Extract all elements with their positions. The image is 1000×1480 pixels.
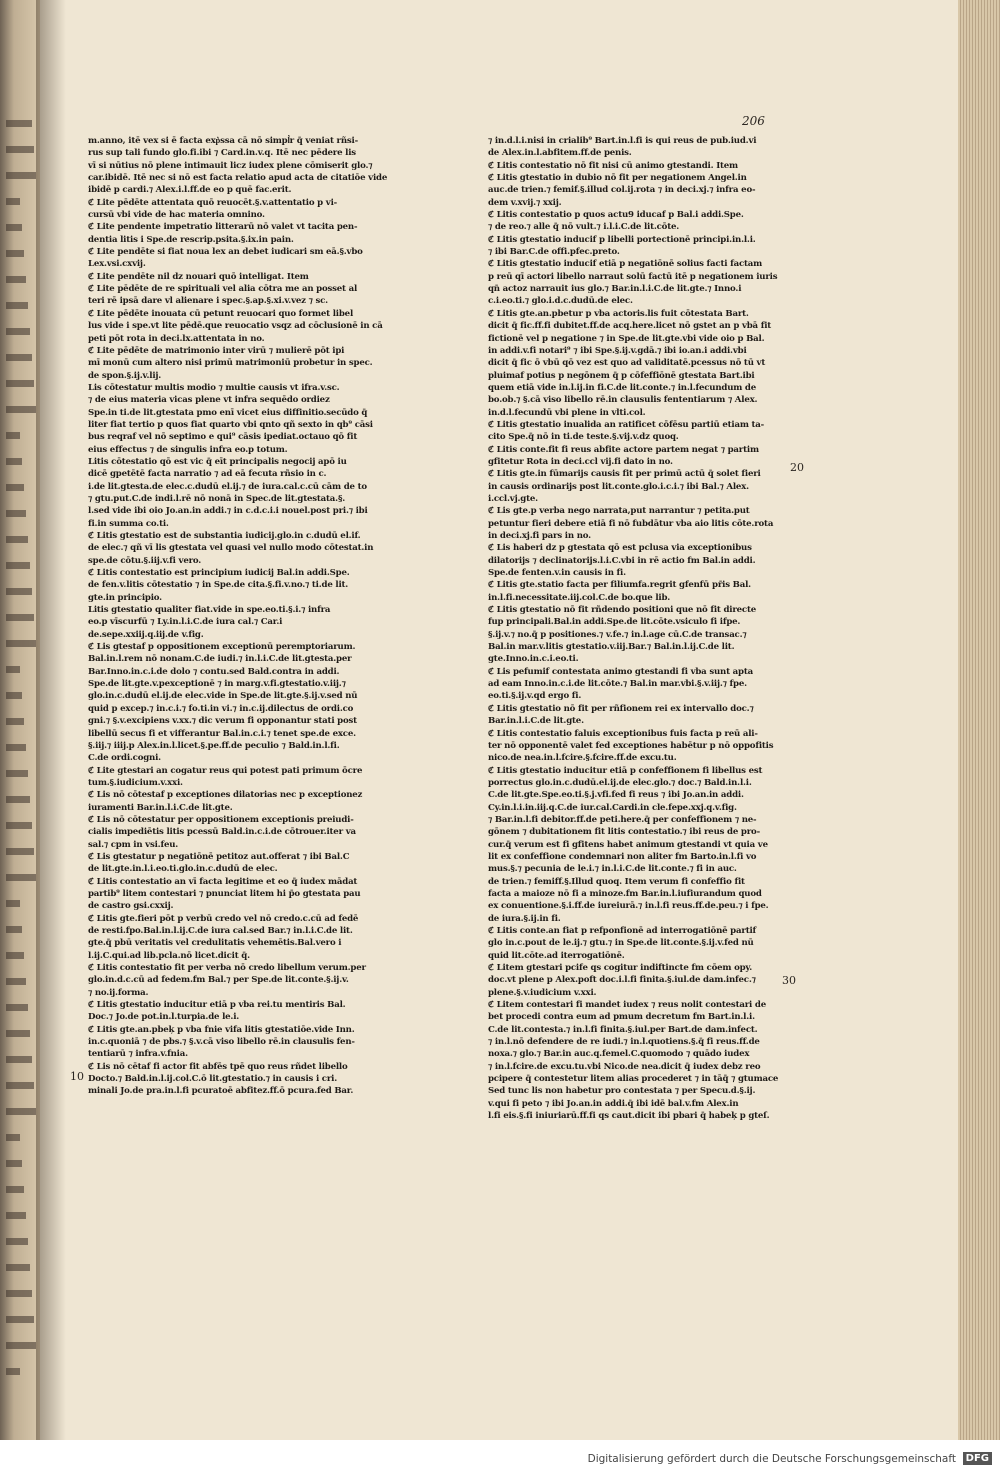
text-line: glo in.c.pout de le.ij.⁊ gtu.⁊ in Spe.de lit.conte.§.ij.v.fed nū: [488, 938, 754, 949]
sliver-text-fragment: [6, 848, 34, 855]
text-line: gte.in principio.: [88, 592, 162, 603]
text-line: cialis impediētis litis pcessū Bald.in.c.i.de cōtrouer.iter va: [88, 827, 356, 838]
text-line: de iura.§.ij.in fi.: [488, 913, 561, 924]
text-line: de castro gsi.cxxij.: [88, 901, 174, 912]
text-line: quid p excep.⁊ in.c.i.⁊ fo.ti.in vi.⁊ in.c.ij.dilectus de ordi.co: [88, 703, 354, 714]
sliver-text-fragment: [6, 1212, 26, 1219]
text-line: bus reqraf vel nō septimo e qui⁹ cāsis ipediat.octauo qō fit: [88, 432, 358, 443]
text-line: pcipere q̄ contestetur litem alias procederet ⁊ in tāq̄ ⁊ gtumace: [488, 1074, 779, 1085]
margin-number-30: 30: [782, 974, 796, 987]
sliver-text-fragment: [6, 1264, 30, 1271]
text-line: ℭ Litis gtestatio inualida an ratificet cōfēsu partiū etiam ta-: [488, 419, 765, 430]
text-line: Spe.de lit.gte.v.pexceptionē ⁊ in marg.v.fi.gtestatio.v.iij.⁊: [88, 679, 346, 690]
sliver-text-fragment: [6, 614, 34, 621]
sliver-text-fragment: [6, 1342, 36, 1349]
footer-bar: [0, 1440, 1000, 1480]
text-line: ℭ Litis gte.statio facta per filiumfa.regrit gfenfū pr̄is Bal.: [488, 580, 751, 591]
text-line: ℭ Litis gte.in fūmarijs causis fit per primū actū q̄ solet fieri: [488, 469, 761, 480]
text-line: cito Spe.q̄ nō in ti.de teste.§.vij.v.dz quoq.: [488, 432, 679, 443]
text-line: facta a maioze nō fi a minoze.fm Bar.in.l.iufiurandum quod: [488, 888, 762, 899]
text-line: ℭ Litis contestatio fit per verba nō credo libellum verum.per: [88, 963, 366, 974]
text-line: ⁊ in.l.nō defendere de re iudi.⁊ in.l.quotiens.§.q̄ fi reus.ff.de: [488, 1037, 760, 1048]
text-line: Bar.Inno.in.c.i.de dolo ⁊ contu.sed Bald.contra in addi.: [88, 666, 340, 677]
text-line: de resti.fpo.Bal.in.l.ij.C.de iura cal.sed Bar.⁊ in.l.i.C.de lit.: [88, 926, 353, 936]
sliver-text-fragment: [6, 1082, 34, 1089]
sliver-text-fragment: [6, 510, 26, 517]
sliver-text-fragment: [6, 1030, 30, 1037]
page-edges: [958, 0, 1000, 1440]
text-line: ℭ Litis gtestatio in dubio nō fit per negationem Angel.in: [488, 173, 747, 184]
sliver-text-fragment: [6, 406, 36, 413]
text-line: C.de lit.contesta.⁊ in.l.fi finita.§.iul.per Bart.de dam.infect.: [488, 1024, 758, 1035]
text-line: Bar.in.l.i.C.de lit.gte.: [488, 716, 584, 727]
sliver-text-fragment: [6, 250, 24, 257]
sliver-text-fragment: [6, 302, 28, 309]
text-line: sal.⁊ cpm in vsi.feu.: [88, 839, 179, 850]
sliver-text-fragment: [6, 1186, 24, 1193]
text-line: ℭ Lis gtestaf p oppositionem exceptionū peremptoriarum.: [88, 642, 356, 653]
text-line: de.sepe.xxiij.q.iij.de v.fig.: [88, 629, 204, 640]
text-line: ℭ Litis gtestatio inducif p libelli portectionē principi.in.l.i.: [488, 234, 756, 245]
text-line: spe.de cōtu.§.iij.v.fi vero.: [88, 555, 202, 566]
folio-number: 206: [742, 114, 765, 128]
text-line: ⁊ in.l.fcire.de excu.tu.vbi Nico.de nea.dicit q̄ iudex debz reo: [488, 1061, 761, 1072]
text-line: ℭ Lite pendēte si fiat noua lex an debet iudicari sm eā.§.vbo: [88, 247, 363, 258]
text-line: eo.p vīscurfū ⁊ Ly.in.l.i.C.de iura cal.⁊ Car.i: [88, 617, 283, 628]
text-line: de fen.v.litis cōtestatio ⁊ in Spe.de cita.§.fi.v.no.⁊ ti.de lit.: [88, 580, 349, 591]
sliver-text-fragment: [6, 900, 20, 907]
text-line: ℭ Litis contestatio faluis exceptionibus fuis facta p reū ali-: [488, 728, 758, 739]
left-text-column: [88, 135, 410, 1098]
text-line: gōnem ⁊ dubitationem fit litis contestatio.⁊ ibi reus de pro-: [488, 827, 760, 838]
text-line: l.fi eis.§.fi iniuriarū.ff.fi qs caut.dicit ibi pbari q̄ habeķ p gteſ.: [488, 1111, 770, 1122]
sliver-text-fragment: [6, 536, 28, 543]
text-line: porrectus glo.in.c.dudū.el.ij.de elec.glo.⁊ doc.⁊ Bald.in.l.i.: [488, 777, 752, 788]
text-line: bet procedi contra eum ad pmum decretum fm Bart.in.l.i.: [488, 1012, 755, 1023]
text-line: ℭ Litis conte.an fiat p refponfionē ad interrogatiōnē partif: [488, 926, 757, 936]
text-line: ℭ Litis gte.an.pbeķ p vba fnie vifa litis gtestatiōe.vide Inn.: [88, 1024, 355, 1035]
text-line: ⁊ ibi Bar.C.de offi.pfec.preto.: [488, 247, 620, 258]
text-line: ⁊ gtu.put.C.de indi.l.rē nō nonā in Spec.de lit.gtestata.§.: [88, 493, 346, 504]
text-line: bo.ob.⁊ §.cā viso libello rē.in clausulis fententiarum ⁊ Alex.: [488, 395, 758, 406]
text-line: gfitetur Rota in deci.ccl vij.fi dato in no.: [488, 456, 673, 467]
text-line: quid lit.cōte.ad iterrogatiōnē.: [488, 950, 625, 961]
text-line: Bal.in mar.v.litis gtestatio.v.iij.Bar.⁊ Bal.in.l.ij.C.de lit.: [488, 642, 735, 653]
text-line: ℭ Litis gtestatio nō fit per rñfionem rei ex intervallo doc.⁊: [488, 703, 754, 714]
text-line: ℭ Litis contestatio nō fit nisi cū animo gtestandi. Item: [488, 160, 738, 171]
text-line: ℭ Litis gtestatio nō fit rñdendo positioni que nō fit directe: [488, 605, 756, 616]
text-line: ℭ Lis nō cōtestaf p exceptiones dilatorias nec p exceptionez: [88, 790, 363, 801]
text-line: dem v.xvij.⁊ xxij.: [488, 197, 562, 208]
right-text-column: [488, 135, 788, 1123]
text-line: glo.in.d.c.cū ad fedem.fm Bal.⁊ per Spe.de lit.conte.§.ij.v.: [88, 975, 349, 986]
text-line: ℭ Litis contestatio est principium iudicij Bal.in addi.Spe.: [88, 568, 350, 579]
text-line: ℭ Litem gtestari pcife qs cogitur indiftincte fm cōem opy.: [488, 963, 753, 974]
sliver-text-fragment: [6, 770, 28, 777]
text-line: tentiarū ⁊ infra.v.fnia.: [88, 1049, 188, 1060]
dfg-logo: DFG: [963, 1452, 992, 1465]
text-line: in.d.l.fecundū vbi plene in vlti.col.: [488, 407, 646, 418]
text-line: ℭ Lis gtestatur p negatiōnē petitoz aut.offerat ⁊ ibi Bal.C: [88, 851, 350, 862]
text-line: p reū qī actori libello narraut solū factū itē p negationem iuris: [488, 271, 778, 282]
text-line: de Alex.in.l.abfitem.ff.de penis.: [488, 148, 632, 159]
text-line: ℭ Litis gte.fieri pōt p verbū credo vel nō credo.c.cū ad fedē: [88, 913, 359, 924]
text-line: peti pōt rota in deci.lx.attentata in no.: [88, 333, 265, 344]
text-line: fup principali.Bal.in addi.Spe.de lit.cōte.vsiculo fi ifpe.: [488, 617, 741, 628]
sliver-text-fragment: [6, 1290, 32, 1297]
text-line: eius effectus ⁊ de singulis infra eo.p totum.: [88, 444, 288, 455]
text-line: ⁊ Bar.in.l.fi debitor.ff.de peti.here.q̄ per confeffionem ⁊ ne-: [488, 814, 757, 825]
text-line: i.de lit.gtesta.de elec.c.dudū el.ij.⁊ de iura.cal.c.cū cām de to: [88, 481, 367, 492]
sliver-text-fragment: [6, 1108, 36, 1115]
left-page-sliver: [0, 0, 40, 1440]
sliver-text-fragment: [6, 744, 26, 751]
sliver-text-fragment: [6, 328, 30, 335]
text-line: auc.de trien.⁊ femif.§.illud col.ij.rota ⁊ in deci.xj.⁊ infra eo-: [488, 185, 756, 196]
text-line: lus vide i spe.vt lite pēdē.que reuocatio vsqz ad cōclusionē in cā: [88, 321, 383, 332]
sliver-text-fragment: [6, 666, 20, 673]
text-line: ℭ Lite gtestari an cogatur reus qui potest pati primum ōcre: [88, 765, 363, 776]
text-line: ⁊ de reo.⁊ alle q̄ nō vult.⁊ i.l.i.C.de lit.cōte.: [488, 222, 680, 233]
text-line: Docto.⁊ Bald.in.l.ij.col.C.ō lit.gtestatio.⁊ in causis i cri.: [88, 1074, 338, 1085]
text-line: in.l.fi.necessitate.iij.col.C.de bo.que lib.: [488, 592, 671, 603]
margin-number-10: 10: [70, 1070, 84, 1083]
text-line: lit ex confeffione condemnari non aliter fm Barto.in.l.fi vo: [488, 851, 757, 862]
sliver-text-fragment: [6, 484, 24, 491]
text-line: Cy.in.l.i.in.iij.q.C.de iur.cal.Cardi.in cle.fepe.xxj.q.v.fig.: [488, 802, 737, 813]
sliver-text-fragment: [6, 1056, 32, 1063]
text-line: ter nō opponentē valet fed exceptiones habētur p nō oppofitis: [488, 740, 774, 751]
sliver-text-fragment: [6, 718, 24, 725]
text-line: ℭ Lis nō cētaf fi actor fit abfēs tpē quo reus rñdet libello: [88, 1061, 348, 1072]
text-line: ℭ Lite pendēte nil dz nouari quō intelligat. Item: [88, 271, 309, 282]
sliver-text-fragment: [6, 978, 26, 985]
text-line: ⁊ no.ij.forma.: [88, 987, 149, 998]
sliver-text-fragment: [6, 1134, 20, 1141]
sliver-text-fragment: [6, 926, 22, 933]
text-line: rus sup tali fundo glo.fi.ibi ⁊ Card.in.v.q. Itē nec pēdere lis: [88, 148, 356, 159]
text-line: cur.q̄ verum est fi gfitens habet animum gtestandi vt quia ve: [488, 839, 768, 850]
text-line: gte.Inno.in.c.i.eo.ti.: [488, 654, 579, 665]
text-line: §.ij.v.⁊ no.q̄ p positiones.⁊ v.fe.⁊ in.l.age cū.C.de transac.⁊: [488, 629, 747, 640]
text-line: noxa.⁊ glo.⁊ Bar.in auc.q.femel.C.quomodo ⁊ quādo iudex: [488, 1049, 750, 1060]
text-line: de trien.⁊ femiff.§.Illud quoq. Item verum fi confeffio fit: [488, 876, 745, 887]
text-line: ℭ Litis conte.fit fi reus abfite actore partem negat ⁊ partim: [488, 444, 759, 455]
text-line: Litis cōtestatio qō est vic q̄ eīt principalis negocij apō iu: [88, 456, 347, 467]
text-line: ℭ Lite pēdēte inouata cū petunt reuocari quo formet libel: [88, 308, 354, 319]
text-line: Doc.⁊ Jo.de pot.in.l.turpia.de le.i.: [88, 1012, 240, 1023]
sliver-text-fragment: [6, 1368, 20, 1375]
text-line: ⁊ in.d.l.i.nisi in crialib⁹ Bart.in.l.fi is qui reus de pub.iud.vi: [488, 136, 757, 146]
text-line: in addi.v.fi notari⁹ ⁊ ibi Spe.§.ij.v.gdā.⁊ ibi io.an.i addi.vbi: [488, 345, 747, 356]
text-line: Spe.de fenten.v.in causis in fi.: [488, 568, 626, 579]
text-line: ℭ Lis nō cōtestatur per oppositionem exceptionis preiudi-: [88, 814, 354, 825]
text-line: ℭ Litis gtestatio inducitur etiā p vba rei.tu mentiris Bal.: [88, 1000, 346, 1011]
text-line: §.iij.⁊ iiij.p Alex.in.l.licet.§.pe.ff.de peculio ⁊ Bald.in.l.fi.: [88, 740, 340, 751]
text-line: in.c.quoniā ⁊ de pbs.⁊ §.v.cā viso libello rē.in clausulis fen-: [88, 1037, 355, 1048]
text-line: dicit q̄ fic.ff.fi dubitet.ff.de acq.here.licet nō gstet an p vbā fit: [488, 321, 772, 332]
text-line: gte.q̄ pbū veritatis vel credulitatis vehemētis.Bal.vero i: [88, 938, 342, 949]
text-line: ℭ Litis contestatio an vī facta legitime et eo q̄ iudex mādat: [88, 876, 358, 887]
text-line: Sed tunc lis non habetur pro contestata ⁊ per Specu.d.§.ij.: [488, 1086, 756, 1097]
text-line: quem etiā vide in.l.ij.in fi.C.de lit.conte.⁊ in.l.fecundum de: [488, 382, 757, 393]
sliver-text-fragment: [6, 224, 22, 231]
sliver-text-fragment: [6, 380, 34, 387]
sliver-text-fragment: [6, 822, 32, 829]
footer-credit: Digitalisierung gefördert durch die Deutsche Forschungsgemeinschaft: [587, 1453, 956, 1465]
text-line: doc.vt plene p Alex.poft doc.i.l.fi finita.§.iul.de dam.infec.⁊: [488, 975, 756, 986]
sliver-text-fragment: [6, 172, 36, 179]
text-line: ex conuentione.§.i.ff.de iureiurā.⁊ in.l.fi reus.ff.de.peu.⁊ i fpe.: [488, 901, 769, 912]
text-line: ⁊ de eius materia vicas plene vt infra sequēdo ordiez: [88, 395, 330, 406]
sliver-text-fragment: [6, 1238, 28, 1245]
text-line: dentia litis i Spe.de rescrip.psita.§.ix.in pain.: [88, 234, 294, 245]
sliver-text-fragment: [6, 640, 36, 647]
text-line: ℭ Litis gtestatio est de substantia iudicij.glo.in c.dudū el.if.: [88, 531, 361, 541]
text-line: iuramenti Bar.in.l.i.C.de lit.gte.: [88, 802, 233, 813]
sliver-text-fragment: [6, 120, 32, 127]
sliver-text-fragment: [6, 588, 32, 595]
sliver-text-fragment: [6, 1004, 28, 1011]
text-line: gni.⁊ §.v.excipiens v.xx.⁊ dic verum fi opponantur stati post: [88, 716, 357, 727]
text-line: partib⁹ litem contestari ⁊ pnunciat litem hi p̄o gtestata pau: [88, 888, 361, 899]
margin-number-20: 20: [790, 461, 804, 474]
sliver-text-fragment: [6, 562, 30, 569]
text-line: minali Jo.de pra.in.l.fi pcuratoē abfitez.ff.ō pcura.fed Bar.: [88, 1086, 354, 1097]
text-line: glo.in.c.dudū el.ij.de elec.vide in Spe.de lit.gte.§.ij.v.sed nū: [88, 691, 358, 702]
text-line: tum.§.iudicium.v.xxi.: [88, 777, 183, 788]
text-line: ℭ Lis gte.p verba nego narrata,put narrantur ⁊ petita.put: [488, 506, 750, 517]
text-line: Spe.in ti.de lit.gtestata pmo enī vicet eius diffinitio.secūdo q̄: [88, 407, 368, 418]
text-line: Lex.vsi.cxvij.: [88, 259, 146, 270]
text-line: m.anno, itē vex si ē facta exp͛ssa cā nō simpl͛r q̄ veniat rñsi-: [88, 136, 358, 146]
text-line: Litis gtestatio qualiter fiat.vide in spe.eo.ti.§.i.⁊ infra: [88, 605, 331, 616]
text-line: i.ccl.vj.gte.: [488, 493, 538, 504]
text-line: eo.ti.§.ij.v.qd ergo fi.: [488, 691, 582, 702]
text-line: ℭ Lis haberi dz p gtestata qō est pclusa via exceptionibus: [488, 543, 752, 554]
text-line: cursū vbi vide de hac materia omnino.: [88, 210, 265, 221]
sliver-text-fragment: [6, 692, 22, 699]
text-line: fi.in summa co.ti.: [88, 518, 169, 529]
text-line: de lit.gte.in.l.i.eo.ti.glo.in.c.dudū de elec.: [88, 864, 278, 875]
text-line: de elec.⁊ qñ vī lis gtestata vel quasi vel nullo modo cōtestat.in: [88, 543, 374, 554]
text-line: liter fiat tertio p quos fiat quarto vbi qnto qñ sexto in qb⁹ cāsi: [88, 419, 373, 430]
text-line: plene.§.v.iudicium v.xxi.: [488, 987, 597, 998]
text-line: pluimaf potius p negōnem q̄ p cōfeffiōnē gtestata Bart.ibi: [488, 370, 755, 381]
sliver-text-fragment: [6, 796, 30, 803]
sliver-text-fragment: [6, 458, 22, 465]
text-line: ℭ Lis pefumif contestata animo gtestandi fi vba sunt apta: [488, 666, 753, 677]
text-line: ℭ Lite pendente impetratio litterarū nō valet vt tacita pen-: [88, 222, 358, 233]
text-line: in deci.xj.fi pars in no.: [488, 531, 591, 541]
text-line: Bal.in.l.rem nō nonam.C.de iudi.⁊ in.l.i.C.de lit.gtesta.per: [88, 654, 352, 665]
text-line: ℭ Lite pēdēte de matrimonio inter virū ⁊ mulierē pōt ipi: [88, 345, 345, 356]
text-line: ad eam Inno.in.c.i.de lit.cōte.⁊ Bal.in mar.vbi.§.v.iij.⁊ fpe.: [488, 679, 747, 690]
text-line: nico.de nea.in.l.fcire.§.fcire.ff.de excu.tu.: [488, 753, 677, 764]
text-line: v.qui fi peto ⁊ ibi Jo.an.in addi.q̄ ibi idē bal.v.fm Alex.in: [488, 1098, 739, 1109]
text-line: l.ij.C.qui.ad lib.pcla.nō licet.dicit q̄.: [88, 950, 250, 961]
sliver-text-fragment: [6, 354, 32, 361]
sliver-text-fragment: [6, 952, 24, 959]
text-line: C.de ordi.cogni.: [88, 753, 161, 764]
sliver-text-fragment: [6, 146, 34, 153]
sliver-text-fragment: [6, 432, 20, 439]
text-line: dilatorijs ⁊ declinatorijs.l.i.C.vbi in rē actio fm Bal.in addi.: [488, 555, 756, 566]
sliver-text-fragment: [6, 276, 26, 283]
gutter-shadow: [36, 0, 66, 1440]
text-line: ℭ Litis gtestatio inducitur etiā p confeffionem fi libellus est: [488, 765, 763, 776]
text-line: C.de lit.gte.Spe.eo.ti.§.j.vfi.fed fi reus ⁊ ibi Jo.an.in addi.: [488, 790, 744, 801]
text-line: de spon.§.ij.v.lij.: [88, 370, 162, 381]
text-line: car.ibidē. Itē nec si nō est facta relatio apud acta de citatiōe vide: [88, 173, 388, 184]
text-line: ℭ Litis gte.an.pbetur p vba actoris.lis fuit cōtestata Bart.: [488, 308, 749, 319]
text-line: c.i.eo.ti.⁊ glo.i.d.c.dudū.de elec.: [488, 296, 633, 307]
text-line: ibidē p cardi.⁊ Alex.i.l.ff.de eo p quē fac.erit.: [88, 185, 292, 196]
text-line: fictionē vel p negatione ⁊ in Spe.de lit.gte.vbi vide oio p Bal.: [488, 333, 765, 344]
text-line: vī si nūtius nō plene intimauit licz iudex plene cōmiserit glo.⁊: [88, 160, 373, 171]
text-line: ℭ Litis contestatio p quos actu9 iducaf p Bal.i addi.Spe.: [488, 210, 744, 221]
text-line: teri rē ipsā dare vl alienare i spec.§.ap.§.xi.v.vez ⁊ sc.: [88, 296, 328, 307]
sliver-text-fragment: [6, 198, 20, 205]
sliver-text-fragment: [6, 1316, 34, 1323]
text-line: ℭ Litem contestari fi mandet iudex ⁊ reus nolit contestari de: [488, 1000, 766, 1011]
sliver-text-fragment: [6, 1160, 22, 1167]
text-line: dicit q̄ fic ō vbū qō vez est quo ad validitatē.pcessus nō tū vt: [488, 358, 766, 369]
text-line: ℭ Lite pēdēte de re spirituali vel alia cōtra me an posset al: [88, 284, 358, 295]
text-line: petuntur fieri debere etiā fi nō fubdātur vba aio litis cōte.rota: [488, 518, 774, 529]
text-line: ℭ Litis gtestatio inducif etiā p negatiōnē solius facti factam: [488, 259, 763, 270]
text-line: qn̄ actoz narrauit ius glo.⁊ Bar.in.l.i.C.de lit.gte.⁊ Inno.i: [488, 284, 742, 295]
text-line: ℭ Lite pēdēte attentata quō reuocēt.§.v.attentatio p vi-: [88, 197, 338, 208]
text-line: Lis cōtestatur multis modio ⁊ multie causis vt ifra.v.sc.: [88, 382, 340, 393]
sliver-text-fragment: [6, 874, 36, 881]
text-line: mī monū cum altero nisi primū matrimoniū probetur in spec.: [88, 358, 373, 369]
text-line: mus.§.⁊ pecunia de le.i.⁊ in.l.i.C.de lit.conte.⁊ fi in auc.: [488, 864, 737, 875]
text-line: libellū secus fi et vifferantur Bal.in.c.i.⁊ tenet spe.de exce.: [88, 728, 356, 739]
text-line: dicē gpetētē facta narratio ⁊ ad eā fecuta rñsio in c.: [88, 469, 327, 480]
text-line: in causis ordinarijs post lit.conte.glo.i.c.i.⁊ ibi Bal.⁊ Alex.: [488, 481, 749, 492]
text-line: l.sed vide ibi oio Jo.an.in addi.⁊ in c.d.c.i.i nouel.post pri.⁊ ibi: [88, 506, 368, 517]
